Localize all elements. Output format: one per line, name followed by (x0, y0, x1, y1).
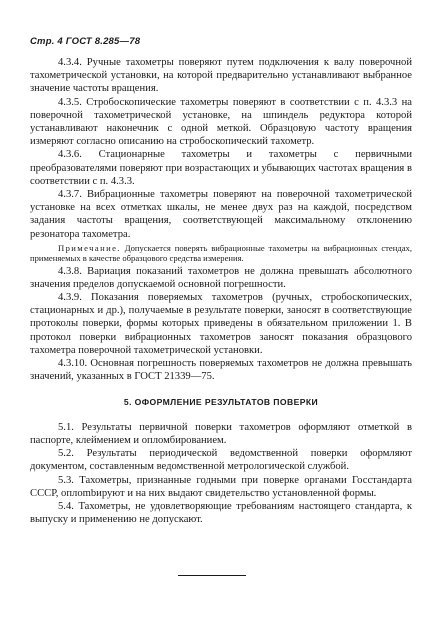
paragraph-4-3-9: 4.3.9. Показания поверяемых тахометров (ручных, стробоскопических, стационарных и др.), получаемые в результате поверки, заносят в соответствующие протоколы поверки, формы которых приведены в обязательном приложении 1. В протокол поверки вибрационных тахометров заносят показания образцового тахометра поверочной тахометрической установки. (30, 292, 412, 356)
paragraph-5-3: 5.3. Тахометры, признанные годными при поверке органами Госстандарта СССР, оплombируют и на них выдают свидетельство установленной формы. (30, 474, 412, 499)
paragraph-4-3-10: 4.3.10. Основная погрешность поверяемых тахометров не должна превышать значений, указанных в ГОСТ 21339—75. (30, 358, 412, 383)
paragraph-4-3-8: 4.3.8. Вариация показаний тахометров не должна превышать абсолютного значения пределов допускаемой основной погрешности. (30, 265, 412, 290)
note (30, 243, 412, 264)
section-title: 5. ОФОРМЛЕНИЕ РЕЗУЛЬТАТОВ ПОВЕРКИ (123, 397, 319, 408)
paragraph-4-3-7: 4.3.7. Вибрационные тахометры поверяют на поверочной тахометрической установке на всех отметках шкалы, не менее двух раз на каждой, посредством задания частоты вращения, соответствующей максимальному отклонению резонатора тахометра. (30, 189, 412, 240)
paragraph-5-4: 5.4. Тахометры, не удовлетворяющие требованиям настоящего стандарта, к выпуску и применению не допускают. (30, 500, 412, 526)
note-text: Допускается поверять вибрационные тахометры на вибрационных стендах, применяемых в качестве образцового средства измерения. (30, 242, 412, 264)
paragraph-4-3-5: 4.3.5. Стробоскопические тахометры поверяют в соответствии с п. 4.3.3 на поверочной тахометрической установке, на шпиндель редуктора которой устанавливают наконечник с одной меткой. Образцовую частоту вращения измеряют согласно описанию на стробоскопический тахометр. (30, 96, 412, 148)
paragraph-5-2: 5.2. Результаты периодической ведомственной поверки оформляют документом, составленным ведомственной метрологической службой. (30, 448, 412, 473)
document-body (30, 56, 412, 526)
note-label: Примечание. (58, 242, 121, 253)
paragraph-4-3-6: 4.3.6. Стационарные тахометры и тахометры с первичными преобразователями поверяют при возрастающих и убывающих частотах вращения в соответствии с п. 4.3.3. (30, 149, 412, 187)
end-rule (178, 575, 246, 576)
running-head: Стр. 4 ГОСТ 8.285—78 (30, 36, 141, 47)
paragraph-5-1: 5.1. Результаты первичной поверки тахометров оформляют отметкой в паспорте, клеймением и опломбированием. (30, 421, 412, 446)
paragraph-4-3-4: 4.3.4. Ручные тахометры поверяют путем подключения к валу поверочной тахометрической установки, на которой предварительно устанавливают выбранное значение частоты вращения. (30, 57, 412, 95)
